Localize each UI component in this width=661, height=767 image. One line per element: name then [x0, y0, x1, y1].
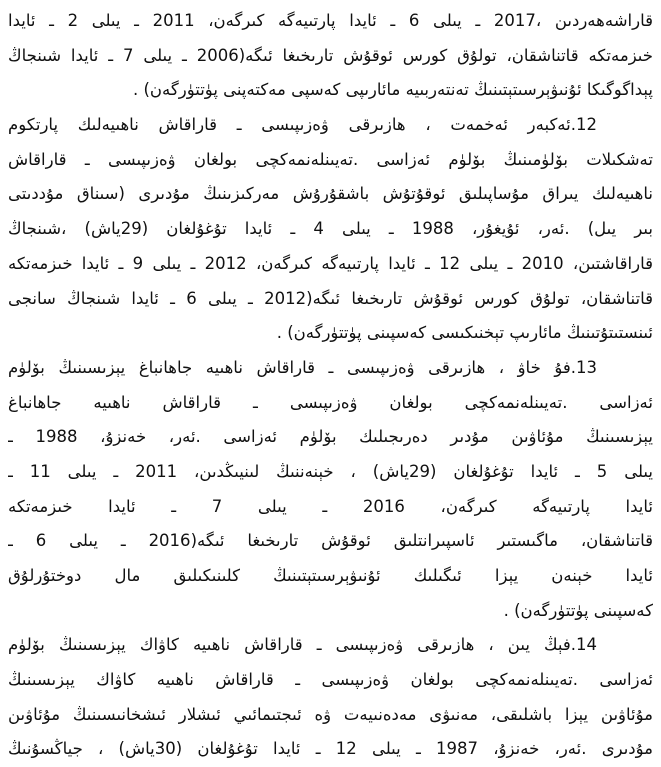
text-line: ناھىيەلىك يىراق مۇساپىلىق ئوقۇتۇش باشقۇرۇش مەركىزىنىڭ مۇدىرى (سىناق مۇددىتى: [8, 184, 653, 204]
paragraph-14: [8, 628, 653, 767]
text-line: قاراقاشتىن، 2010 ـ يىلى 12 ـ ئايدا پارتىيەگە كىرگەن، 2012 ـ يىلى 9 ـ ئايدا خىزمەتكە: [8, 253, 653, 273]
paragraph-13: [8, 351, 653, 629]
paragraph-12: [8, 108, 653, 351]
text-line: پېداگوگىكا ئۇنىۋېرسىتېتىنىڭ تەنتەربىيە مائارىپى كەسپى مەكتەپنى پۈتتۈرگەن) .: [133, 80, 653, 100]
text-line: ئايدا پارتىيەگە كىرگەن، 2016 ـ يىلى 7 ـ ئايدا خىزمەتكە: [8, 496, 653, 516]
text-line: قاتناشقان، ماگىستىر ئاسپىرانتلىق ئوقۇش تارىخىغا ئىگە(2016 ـ يىلى 6 ـ: [8, 531, 653, 551]
text-line: بىر يىل) .ئەر، ئۇيغۇر، 1988 ـ يىلى 4 ـ ئايدا تۇغۇلغان (29ياش) ،شىنجاڭ: [8, 219, 653, 239]
text-line: 14.فېڭ يىن ، ھازىرقى ۋەزىپىسى ـ قاراقاش ناھىيە كاۋاك يېزىسىنىڭ بۆلۈم: [8, 635, 597, 655]
text-line: ئەزاسى .تەيىنلەنمەكچى بولغان ۋەزىپىسى ـ قاراقاش ناھىيە كاۋاك يېزىسىنىڭ: [8, 670, 653, 690]
text-line: كەسپىنى پۈتتۈرگەن) .: [503, 600, 653, 620]
paragraph-11-continued: [8, 4, 653, 108]
text-line: ئەزاسى .تەيىنلەنمەكچى بولغان ۋەزىپىسى ـ قاراقاش ناھىيە جاھانباغ: [8, 392, 653, 412]
text-line: خىزمەتكە قاتناشقان، تولۇق كورس ئوقۇش تارىخىغا ئىگە(2006 ـ يىلى 7 ـ ئايدا شىنجاڭ: [8, 45, 653, 65]
text-line: يېزىسىنىڭ مۇئاۋىن مۇدىر دەرىجىلىك بۆلۈم ئەزاسى .ئەر، خەنزۇ، 1988 ـ: [8, 427, 653, 447]
text-line: ئايدا خېنەن يېزا ئىگىلىك ئۇنىۋېرسىتېتىنىڭ كلىنىكىلىق مال دوختۇرلۇق: [8, 566, 653, 585]
text-line: 12.ئەكبەر ئەخمەت ، ھازىرقى ۋەزىپىسى ـ قاراقاش ناھىيەلىك پارتكوم: [8, 115, 597, 135]
text-line: قاراشەھەردىن ،2017 ـ يىلى 6 ـ ئايدا پارتىيەگە كىرگەن، 2011 ـ يىلى 2 ـ ئايدا: [8, 11, 653, 30]
text-line: يىلى 5 ـ ئايدا تۇغۇلغان (29ياش) ، خېنەننىڭ لىنيىڭدىن، 2011 ـ يىلى 11 ـ: [8, 461, 653, 481]
text-line: 13.فۇ خاۋ ، ھازىرقى ۋەزىپىسى ـ قاراقاش ناھىيە جاھانباغ يېزىسىنىڭ بۆلۈم: [8, 357, 597, 377]
text-line: مۇئاۋىن يېزا باشلىقى، مەنىۋى مەدەنىيەت ۋە ئىجتىمائىي ئىشلار ئىشخانىسىنىڭ مۇئاۋىن: [8, 704, 653, 724]
text-line: ئىنستىتۇتىنىڭ مائارىپ تېخنىكىسى كەسپىنى پۈتتۈرگەن) .: [276, 323, 653, 343]
text-line: تەشكىلات بۆلۈمىنىڭ بۆلۈم ئەزاسى .تەيىنلەنمەكچى بولغان ۋەزىپىسى ـ قاراقاش: [8, 149, 653, 169]
text-line: قاتناشقان، تولۇق كورس ئوقۇش تارىخىغا ئىگە(2012 ـ يىلى 6 ـ ئايدا شىنجاڭ سانجى: [8, 288, 653, 308]
text-line: مۇدىرى .ئەر، خەنزۇ، 1987 ـ يىلى 12 ـ ئايدا تۇغۇلغان (30ياش) ، جياڭسۇنىڭ: [8, 739, 653, 759]
